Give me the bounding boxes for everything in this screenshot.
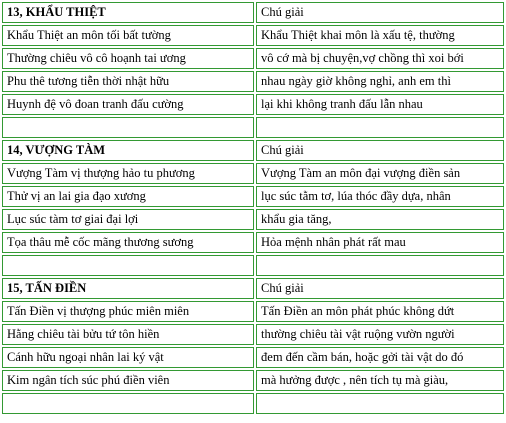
empty-cell [256,393,504,414]
verse-line: Kim ngân tích súc phú điền viên [2,370,254,391]
table-row [2,48,504,69]
table-row [2,71,504,92]
section-title: 15, TẤN ĐIỀN [2,278,254,299]
table-row [2,186,504,207]
verse-line: Lục súc tàm tơ giai đại lợi [2,209,254,230]
table-row [2,232,504,253]
empty-cell [2,117,254,138]
annotation-line: khẩu gia tăng, [256,209,504,230]
annotation-line: vô cớ mà bị chuyện,vợ chồng thì xoi bới [256,48,504,69]
verse-line: Thử vị an lai gia đạo xương [2,186,254,207]
section-title: 13, KHẨU THIỆT [2,2,254,23]
empty-row [2,255,504,276]
table-row [2,25,504,46]
section-header-row [2,2,504,23]
empty-cell [2,255,254,276]
verse-line: Huynh đệ vô đoan tranh đấu cường [2,94,254,115]
table-row [2,209,504,230]
empty-cell [256,255,504,276]
verse-line: Hằng chiêu tài bửu tứ tôn hiền [2,324,254,345]
table-row [2,94,504,115]
section-annotation-header: Chú giải [256,2,504,23]
annotation-line: thường chiêu tài vật ruộng vườn người [256,324,504,345]
verse-line: Phu thê tương tiễn thời nhật hữu [2,71,254,92]
table-row [2,301,504,322]
section-title: 14, VƯỢNG TÀM [2,140,254,161]
annotation-line: đem đến cầm bán, hoặc gởi tài vật do đó [256,347,504,368]
annotation-line: lại khi không tranh đấu lẫn nhau [256,94,504,115]
empty-cell [256,117,504,138]
annotation-line: mà hưởng được , nên tích tụ mà giàu, [256,370,504,391]
annotation-line: Hỏa mệnh nhân phát rất mau [256,232,504,253]
verse-table-body [2,2,504,414]
annotation-line: Vượng Tàm an môn đại vượng điền sản [256,163,504,184]
table-row [2,370,504,391]
annotation-line: lục súc tằm tơ, lúa thóc đầy dựa, nhân [256,186,504,207]
empty-cell [2,393,254,414]
empty-row [2,393,504,414]
empty-row [2,117,504,138]
section-annotation-header: Chú giải [256,140,504,161]
annotation-line: nhau ngày giờ không nghỉ, anh em thì [256,71,504,92]
verse-line: Thường chiêu vô cô hoạnh tai ương [2,48,254,69]
verse-line: Tọa thâu mễ cốc mãng thương sương [2,232,254,253]
verse-line: Khẩu Thiệt an môn tối bất tường [2,25,254,46]
section-annotation-header: Chú giải [256,278,504,299]
table-row [2,347,504,368]
section-header-row [2,140,504,161]
table-row [2,324,504,345]
section-header-row [2,278,504,299]
verse-line: Cánh hữu ngoại nhân lai ký vật [2,347,254,368]
annotation-line: Tấn Điền an môn phát phúc không dứt [256,301,504,322]
annotation-line: Khẩu Thiệt khai môn là xấu tệ, thường [256,25,504,46]
verse-line: Vượng Tàm vị thượng hảo tu phương [2,163,254,184]
verse-line: Tấn Điền vị thượng phúc miên miên [2,301,254,322]
table-row [2,163,504,184]
